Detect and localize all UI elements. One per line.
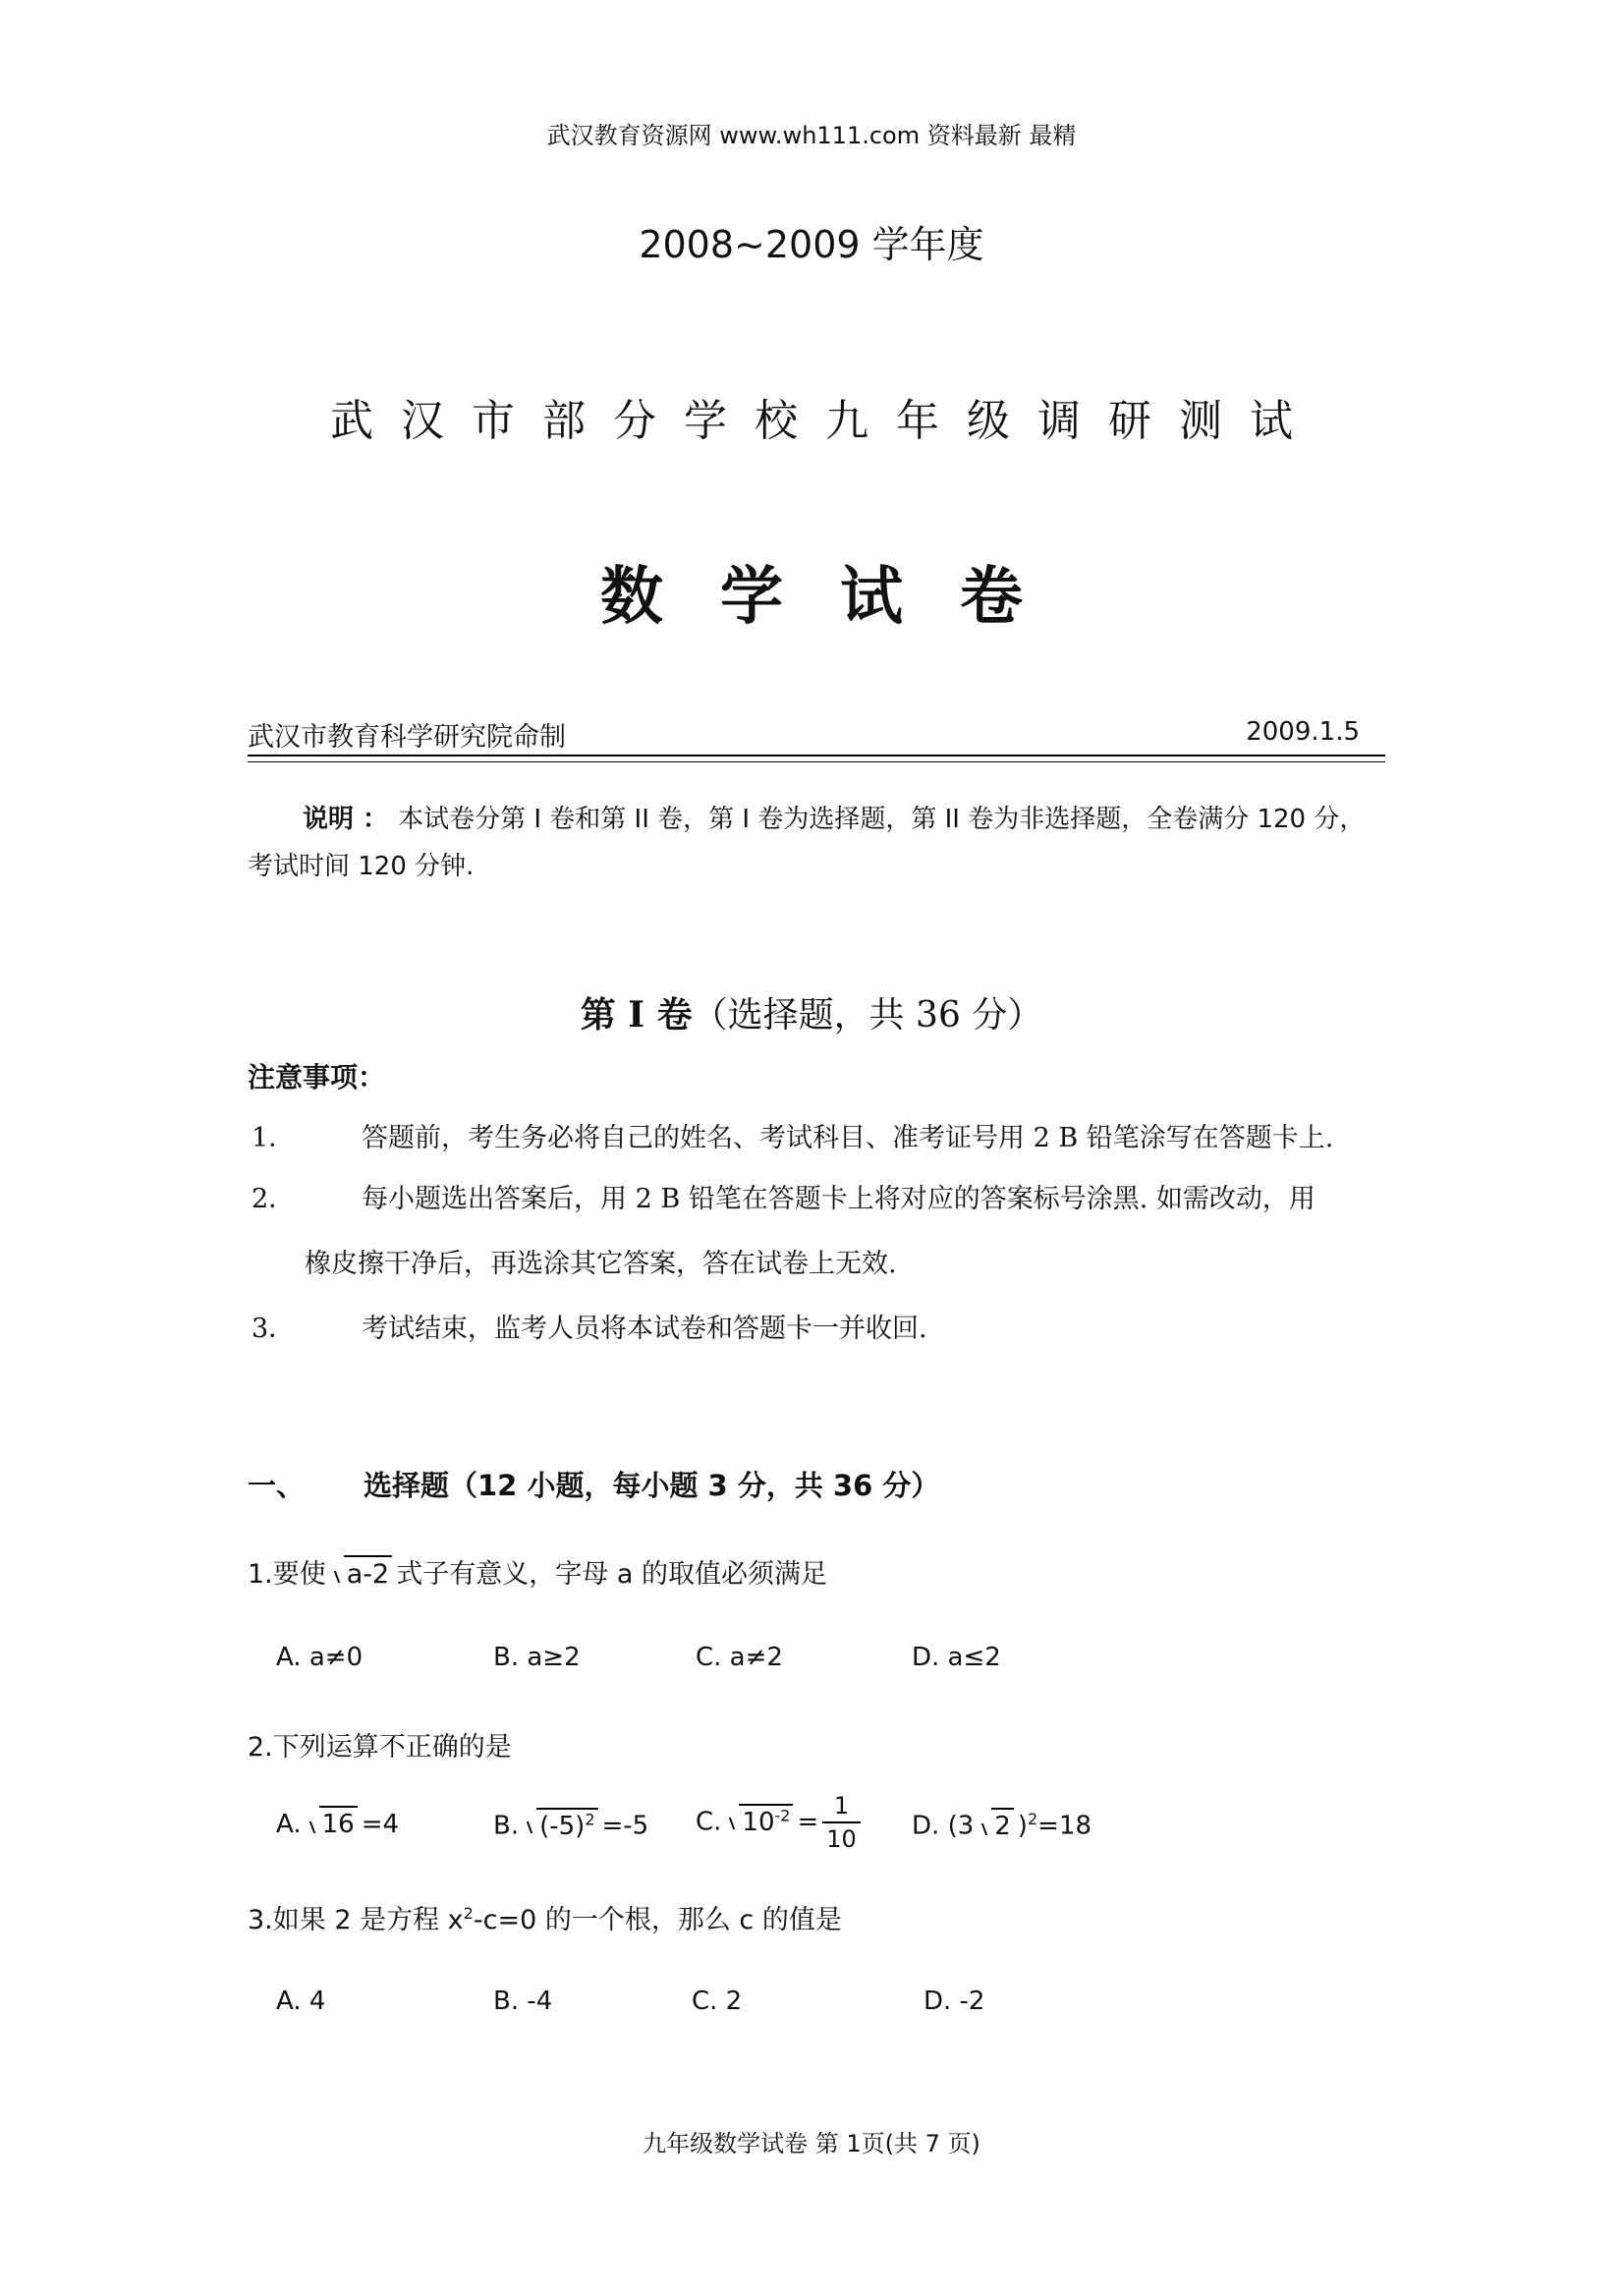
q1-option-a: A. a≠0 bbox=[276, 1643, 364, 1672]
q2-option-a bbox=[276, 1810, 399, 1839]
volume-one-detail: （选择题，共 36 分） bbox=[692, 995, 1043, 1036]
q3-stem-post: -c=0 的一个根，那么 c 的值是 bbox=[473, 1905, 842, 1935]
header-rule-thin bbox=[248, 761, 1385, 762]
q2-b-label: B. bbox=[493, 1811, 520, 1841]
notice-item-text: 考试结束，监考人员将本试卷和答题卡一并收回. bbox=[362, 1314, 927, 1344]
q2-d-radicand: 2 bbox=[991, 1808, 1014, 1841]
description-label: 说明 ： bbox=[303, 805, 389, 834]
exam-main-title: 数学试卷 bbox=[600, 560, 1080, 634]
q2-b-exponent: 2 bbox=[585, 1810, 595, 1828]
q3-option-c: C. 2 bbox=[692, 1987, 743, 2016]
notice-heading: 注意事项： bbox=[248, 1061, 386, 1093]
sqrt-symbol bbox=[978, 1812, 1014, 1841]
q2-c-exponent: -2 bbox=[774, 1805, 791, 1824]
exam-subtitle: 武汉市部分学校九年级调研测试 bbox=[330, 396, 1320, 446]
question-2-stem: 2.下列运算不正确的是 bbox=[248, 1732, 512, 1763]
q2-c-numerator: 1 bbox=[822, 1790, 861, 1823]
notice-item-text: 答题前，考生务必将自己的姓名、考试科目、准考证号用 2 B 铅笔涂写在答题卡上. bbox=[362, 1123, 1334, 1153]
q2-a-result: =4 bbox=[361, 1810, 400, 1839]
sqrt-symbol bbox=[330, 1559, 392, 1590]
q2-b-result: =-5 bbox=[601, 1811, 649, 1841]
notice-item bbox=[252, 1177, 1315, 1215]
q3-stem-pre: 3.如果 2 是方程 x bbox=[248, 1905, 464, 1935]
section-title: 选择题（12 小题，每小题 3 分，共 36 分） bbox=[364, 1469, 940, 1502]
q1-radicand: a-2 bbox=[344, 1555, 392, 1590]
notice-item-number: 3． bbox=[252, 1314, 296, 1344]
q2-c-equals: = bbox=[797, 1807, 819, 1837]
q1-prefix: 1.要使 bbox=[248, 1559, 326, 1590]
sqrt-symbol bbox=[306, 1810, 358, 1839]
q2-c-denominator: 10 bbox=[826, 1825, 857, 1853]
exam-description bbox=[248, 796, 1387, 890]
q2-d-close: ) bbox=[1017, 1811, 1028, 1841]
q2-d-label: D. bbox=[912, 1811, 940, 1841]
q2-d-open: (3 bbox=[947, 1811, 975, 1841]
q2-option-c bbox=[696, 1790, 865, 1855]
question-3-stem bbox=[248, 1898, 842, 1936]
q2-c-radicand: 10 bbox=[742, 1807, 775, 1837]
q2-d-exponent: 2 bbox=[1027, 1810, 1038, 1828]
q3-option-b: B. -4 bbox=[493, 1987, 553, 2016]
sqrt-symbol bbox=[523, 1810, 597, 1841]
academic-year-title: 2008~2009 学年度 bbox=[639, 223, 984, 266]
q1-option-d: D. a≤2 bbox=[912, 1643, 1001, 1672]
sqrt-symbol bbox=[725, 1806, 793, 1837]
description-text: 本试卷分第 I 卷和第 II 卷，第 I 卷为选择题，第 II 卷为非选择题，全卷满分 120 分，考试时间 120 分钟. bbox=[248, 805, 1366, 881]
header-rule-thick bbox=[248, 755, 1385, 756]
notice-item-text: 每小题选出答案后，用 2 B 铅笔在答题卡上将对应的答案标号涂黑. 如需改动，用 bbox=[362, 1184, 1315, 1214]
notice-item bbox=[252, 1116, 1333, 1154]
q2-b-radicand: (-5) bbox=[539, 1811, 586, 1841]
q2-d-result: =18 bbox=[1037, 1811, 1092, 1841]
q2-c-label: C. bbox=[696, 1807, 722, 1837]
q2-c-fraction bbox=[822, 1790, 861, 1855]
page-footer: 九年级数学试卷 第 1页(共 7 页) bbox=[643, 2130, 980, 2157]
q3-option-a: A. 4 bbox=[276, 1987, 326, 2016]
q1-suffix: 式子有意义，字母 a 的取值必须满足 bbox=[396, 1559, 827, 1590]
q3-stem-exponent: 2 bbox=[463, 1904, 474, 1923]
notice-item-number: 2． bbox=[252, 1184, 296, 1214]
q2-a-label: A. bbox=[276, 1810, 302, 1839]
question-1-stem bbox=[248, 1552, 827, 1591]
section-one-heading bbox=[248, 1464, 939, 1504]
exam-date: 2009.1.5 bbox=[1246, 717, 1360, 747]
q2-option-b bbox=[493, 1810, 648, 1841]
q2-option-d bbox=[912, 1810, 1091, 1841]
notice-item-continuation: 橡皮擦干净后，再选涂其它答案，答在试卷上无效. bbox=[305, 1249, 897, 1279]
q1-option-b: B. a≥2 bbox=[493, 1643, 581, 1672]
notice-item bbox=[252, 1307, 927, 1345]
section-index: 一、 bbox=[248, 1469, 306, 1502]
site-header: 武汉教育资源网 www.wh111.com 资料最新 最精 bbox=[546, 122, 1077, 149]
issuing-institute: 武汉市教育科学研究院命制 bbox=[248, 722, 566, 753]
q3-option-d: D. -2 bbox=[923, 1987, 985, 2016]
volume-one-label: 第 I 卷 bbox=[580, 994, 693, 1036]
notice-item-number: 1． bbox=[252, 1123, 296, 1153]
q2-a-radicand: 16 bbox=[319, 1806, 358, 1839]
q1-option-c: C. a≠2 bbox=[696, 1643, 783, 1672]
volume-one-title bbox=[0, 987, 1623, 1037]
